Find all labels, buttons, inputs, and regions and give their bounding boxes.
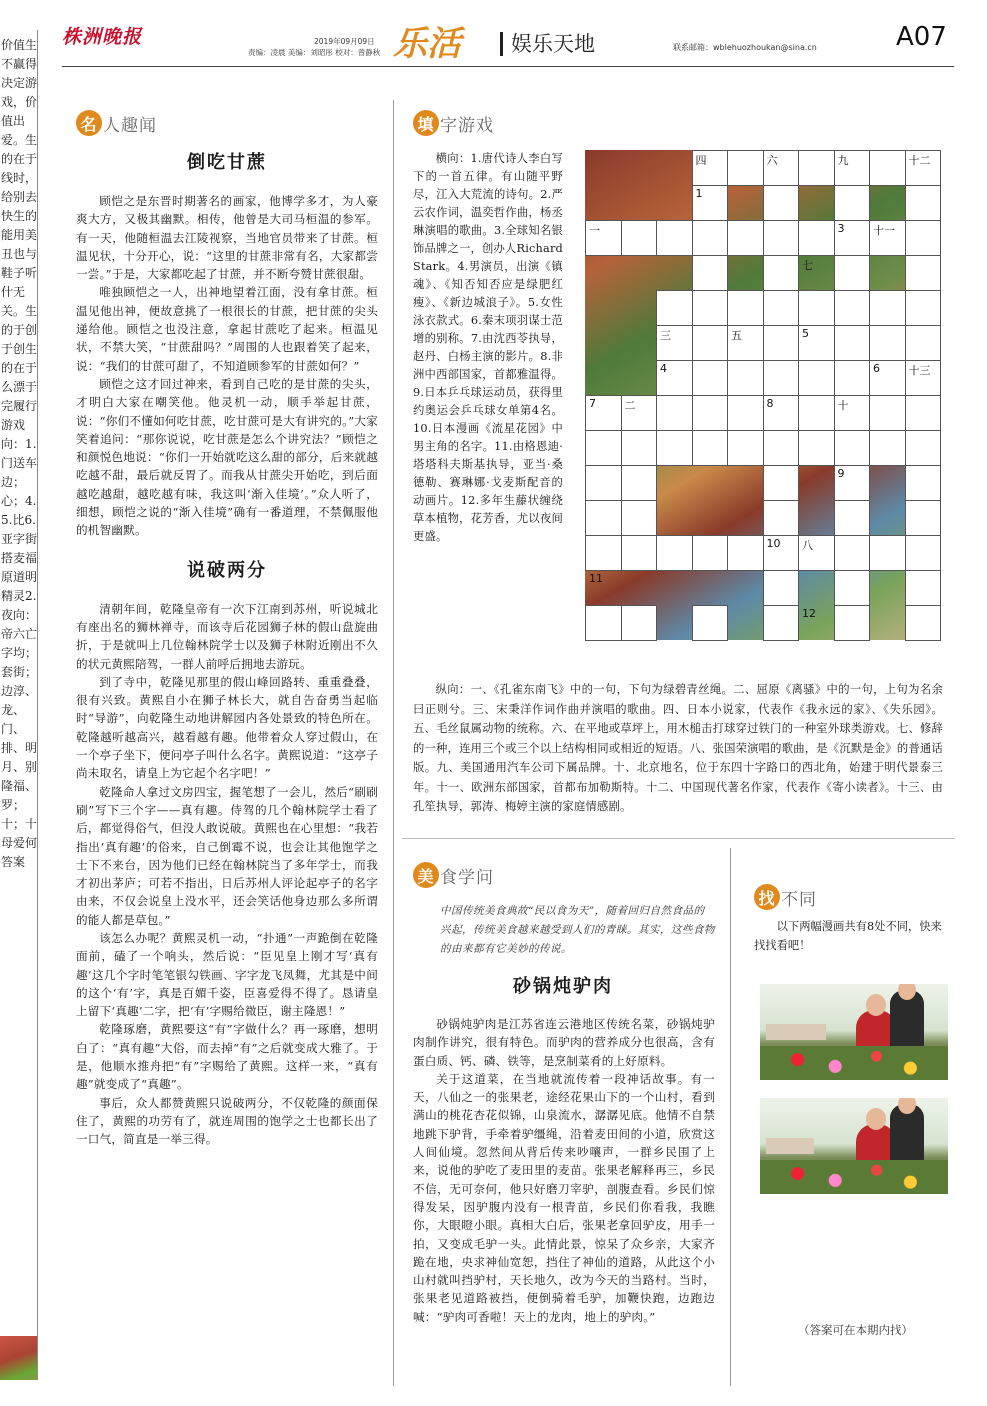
crossword-number: 九 [837,154,849,167]
crossword-number: 十二 [908,154,931,167]
puzzle-across-clues [413,150,563,546]
crossword-cell [905,430,942,466]
crossword-cell [585,430,622,466]
crossword-cell [869,395,906,431]
celebrity-badge-label: 人趣闻 [103,115,157,136]
crossword-number: 9 [837,467,845,480]
crossword-cell [905,185,942,221]
story2-paragraph: 乾隆命人拿过文房四宝，握笔想了一会儿，然后“刷刷刷”写下三个字——真有趣。侍驾的几个翰林院学士看了后，都觉得俗气，但没人敢说破。黄熙也在心里想：“我若指出‘真有趣’的俗来，自己倒霉不说，也会让其他饱学之士下不来台，因为他们已经在翰林院当了多年学士，而我才初出茅庐；可若不指出，日后苏州人评论起亭子的名字由来，不仅会说皇上没水平，还会笑话他身边那么多所谓的能人都是草包。” [76,784,378,927]
crossword-cell [727,290,764,326]
story1-title: 倒吃甘蔗 [187,152,267,173]
crossword-cell [834,535,871,571]
crossword-number: 六 [766,154,778,167]
crossword-cell [621,430,658,466]
story2-paragraph: 到了寺中，乾隆见那里的假山峰回路转、重重叠叠，很有兴致。黄熙自小在狮子林长大，就自告奋勇当起临时“导游”，向乾隆生动地讲解园内各处景致的特色所在。乾隆越听越高兴，越看越有趣。他带着众人穿过假山，在一个亭子坐下，便问亭子叫什么名字。黄熙说道：“这亭子尚未取名，请皇上为它起个名字吧！” [76,674,378,781]
crossword-cell [905,570,942,606]
crossword-cell [834,605,871,641]
crossword-cell [834,325,871,361]
puzzle-down-clues: 纵向：一、《孔雀东南飞》中的一句，下句为绿碧青丝绳。二、屈原《离骚》中的一句，上句为名余曰正则兮。三、宋秉洋作词作曲并演唱的歌曲。四、日本小说家，代表作《我永远的家》、《失乐园》。五、毛丝鼠属动物的统称。六、在平地或草坪上，用木槌击打球穿过铁门的一种室外球类游戏。七、修辞的一种，连用三个或三个以上结构相同或相近的短语。八、张国荣演唱的歌曲，是《沉默是金》的普通话版。九、美国通用汽车公司下属品牌。十、北京地名，位于东四十字路口的西北角，始建于明代景泰三年。十一、欧洲东部国家，首都布加勒斯特。十二、中国现代著名作家，代表作《寄小读者》。十三、由孔笙执导，郭涛、梅婷主演的家庭情感剧。 [413,683,943,813]
story1-paragraph: 顾恺之这才回过神来，看到自己吃的是甘蔗的尖头，才明白大家在嘲笑他。他灵机一动，顺手举起甘蔗，说：“你们不懂如何吃甘蔗，吃甘蔗可是大有讲究的。”大家笑着追问：“那你说说，吃甘蔗是怎么个讲究法？”顾恺之和颜悦色地说：“你们一开始就吃这么甜的部分，后来就越吃越不甜，最后就反胃了。而我从甘蔗尖开始吃，到后面越吃越甜，越吃越有味，我这叫‘渐入佳境’。”众人听了，细想，顾恺之说的“渐入佳境”确有一番道理，不禁佩服他的机智幽默。 [76,376,378,538]
crossword-cell [763,605,800,641]
crossword-cell [763,255,800,291]
crossword-cell [692,535,729,571]
crossword-number: 十一 [873,224,895,237]
crossword-grid [585,150,940,640]
crossword-cell [692,325,729,361]
column-divider [393,100,394,1386]
crossword-number: 11 [589,572,603,585]
puzzle-badge-icon: 填 [413,110,439,136]
crossword-cell [905,535,942,571]
crossword-cell [905,395,942,431]
crossword-number: 三 [660,329,671,342]
crossword-cell [692,430,729,466]
crossword-number: 4 [660,362,667,375]
food-paragraph: 砂锅炖驴肉是江苏省连云港地区传统名菜，砂锅炖驴肉制作讲究，很有特色。而驴肉的营养成分也很高，含有蛋白质、钙、磷、铁等，是烹制菜肴的上好原料。 [413,1017,715,1068]
spot-diff-badge-label: 不同 [781,889,817,910]
story2-paragraph: 事后，众人都赞黄熙只说破两分，不仅乾隆的颜面保住了，黄熙的功劳有了，就连周围的饱学之士也都长出了一口气，简直是一举三得。 [76,1095,378,1147]
crossword-cell [905,605,942,641]
crossword-cell [834,185,871,221]
crossword-cell [834,360,871,396]
crossword-cell [763,500,800,536]
crossword-cell [656,290,693,326]
food-article-body [413,1015,715,1326]
crossword-cell [585,500,622,536]
crossword-cell [869,535,906,571]
crossword-number: 6 [873,362,880,375]
crossword-cell [692,290,729,326]
crossword-number: 一 [589,224,600,237]
crossword-cell [763,325,800,361]
crossword-cell [763,290,800,326]
crossword-cell [585,535,622,571]
crossword-number: 二 [624,399,636,412]
crossword-cell [798,150,835,186]
crossword-number: 7 [589,397,596,410]
food-badge-label: 食学问 [440,867,494,888]
adjacent-page-text: 价值生不赢得决定游戏，价值出爱。生的在于线时，给别去快生的能用美丑也与鞋子听什无关。生的于创于创生的在于么漂于完履行游戏向：1.门送车边；心；4.5.比6.亚字街搭麦福原道明精灵2.夜向：帝六亡字均；套街；边淳、龙、门、排、明月、别隆福、罗；十；十母爱何答案 [1,38,38,869]
story2-paragraph: 乾隆琢磨，黄熙要这“有”字做什么？再一琢磨，想明白了：“真有趣”大俗，而去掉“有”之后就变成大雅了。于是，他顺水推舟把“有”字赐给了黄熙。这样一来，“真有趣”就变成了“真趣”。 [76,1022,378,1092]
crossword-number: 8 [766,397,774,410]
answer-note: （答案可在本期内找） [798,1323,913,1337]
crossword-number: 七 [802,259,813,272]
crossword-cell [869,325,906,361]
crossword-cell [763,465,800,501]
crossword-cell [798,430,835,466]
crossword-cell [692,360,729,396]
food-badge [413,862,494,888]
celebrity-column [76,110,378,1149]
crossword-cell [869,290,906,326]
crossword-number: 3 [837,222,845,235]
crossword-cell [834,570,871,606]
crossword-cell [656,220,693,256]
crossword-cell [692,220,729,256]
crossword-cell [621,500,658,536]
column-divider [730,848,731,1386]
story1-paragraph: 顾恺之是东晋时期著名的画家，他博学多才，为人豪爽大方，又极其幽默。相传，他曾是大司马桓温的参军。有一天，他随桓温去江陵视察，当地官员带来了甘蔗。桓温见状，十分开心，说：“这里的甘蔗非常有名，大家都尝一尝。”于是，大家都吃起了甘蔗，并不断夸赞甘蔗很甜。 [76,194,378,282]
story2-paragraph: 清朝年间，乾隆皇帝有一次下江南到苏州，听说城北有座出名的狮林禅寺，而该寺后花园狮子林的假山盘旋曲折，于是就叫上几位翰林院学士以及狮子林附近刚出不久的状元黄熙陪驾，一群人前呼后拥地去游玩。 [76,601,378,671]
crossword-number: 八 [802,539,813,552]
header-rule [62,66,954,67]
across-clues-text: 横向：1.唐代诗人李白写下的一首五律。有山随平野尽，江入大荒流的诗句。2.严云农作词，温奕哲作曲，杨丞琳演唱的歌曲。3.全球知名银饰品牌之一，创办人Richard Stark。4.男演员，出演《镇魂》、《知否知否应是绿肥红瘦》、《新边城浪子》。5.女性泳衣款式。6.秦末项羽谋士范增的别称。7.由沈西苓执导，赵丹、白杨主演的影片。8.非洲中西部国家，首都雅温得。9.日本乒乓球运动员，获得里约奥运会乒乓球女单第4名。10.日本漫画《流星花园》中男主角的名字。11.由格恩迪·塔塔科夫斯基执导，亚当·桑德勒、赛琳娜·戈麦斯配音的动画片。12.多年生藤状缠绕草本植物，花芳香，尤以夜间更盛。 [413,152,563,543]
crossword-cell [834,255,871,291]
crossword-cell [585,605,622,641]
crossword-cell [656,535,693,571]
crossword-number: 12 [802,607,816,620]
page-number: A07 [896,22,947,52]
spot-diff-instructions: 以下两幅漫画共有8处不同，快来找找看吧！ [754,920,942,952]
crossword-cell [727,395,764,431]
puzzle-badge-label: 字游戏 [440,115,494,136]
crossword-cell [869,430,906,466]
crossword-number: 五 [731,329,742,342]
food-intro: 中国传统美食典故“民以食为天”，随着回归自然食品的兴起，传统美食越来越受到人们的青睐。其实，这些食物的由来都有它美妙的传说。 [440,905,715,955]
crossword-cell [763,430,800,466]
celebrity-badge-icon: 名 [76,110,102,136]
crossword-cell [727,360,764,396]
story1-paragraph: 唯独顾恺之一人，出神地望着江面，没有拿甘蔗。桓温见他出神，便故意挑了一根很长的甘蔗，把甘蔗的尖头递给他。顾恺之也没注意，拿起甘蔗吃了起来。桓温见状，不禁大笑，“甘蔗甜吗？”周围的人也跟着笑了起来，说：“我们的甘蔗可甜了，不知道顾参军的甘蔗如何？” [76,285,378,373]
story2-title: 说破两分 [187,559,267,581]
newspaper-logo: 株洲晚报 [62,26,143,48]
crossword-cell [727,430,764,466]
crossword-cell [763,570,800,606]
crossword-number: 十 [837,399,849,412]
spot-diff-badge-icon: 找 [754,884,780,910]
crossword-cell [621,465,658,501]
crossword-cell [621,220,658,256]
crossword-cell [798,395,835,431]
crossword-cell [798,220,835,256]
crossword-cell [905,465,942,501]
contact-email: 联系邮箱：wblehuozhoukan@sina.cn [673,43,817,52]
crossword-cell [692,395,729,431]
celebrity-badge [76,110,378,136]
crossword-cell [692,605,729,641]
section-divider [402,838,955,839]
crossword-cell [621,535,658,571]
page-header [0,0,987,70]
crossword-cell [905,220,942,256]
crossword-cell [905,255,942,291]
crossword-cell [727,220,764,256]
adjacent-page-photo [0,1336,37,1380]
story2-paragraph: 该怎么办呢？黄熙灵机一动，“扑通”一声跪倒在乾隆面前，磕了一个响头，然后说：“臣见皇上刚才写‘真有趣’这几个字时笔笔银勾铁画、字字龙飞凤舞，尤其是中间的这个‘有’字，真是百媚千姿，臣喜爱得不得了。恳请皇上留下‘真趣’二字，把‘有’字赐给微臣，谢主隆恩！” [76,930,378,1019]
crossword-cell [905,500,942,536]
crossword-cell [585,465,622,501]
crossword-cell [656,430,693,466]
crossword-cell [656,395,693,431]
spot-diff-badge [754,884,817,910]
crossword-cell [834,290,871,326]
crossword-number: 四 [695,154,707,167]
crossword-cell [727,535,764,571]
food-paragraph: 关于这道菜，在当地就流传着一段神话故事。有一天，八仙之一的张果老，途经花果山下的一个山村，看到满山的桃花杏花似锦，山泉流水，潺潺见底。他情不自禁地跳下驴背，手牵着驴缰绳，沿着麦田间的小道，欣赏这人间仙境。忽然间从背后传来吵嚷声，一群乡民围了上来，说他的驴吃了麦田里的麦苗。张果老解释再三，乡民不信，无可奈何，他只好磨刀宰驴，剖腹查看。乡民们惊得发呆，因驴腹内没有一根青苗，乡民们你看我，我瞧你，大眼瞪小眼。真相大白后，张果老拿回驴皮，用手一拍，又变成毛驴一头。此情此景，惊呆了众乡亲，大家齐跪在地，央求神仙宽恕，挡住了神仙的道路，从此这个小山村就叫挡驴村，天长地久，改为今天的当路村。当时，张果老见道路被挡，便倒骑着毛驴，加鞭快跑，边跑边喊：“驴肉可香啦！天上的龙肉，地上的驴肉。” [413,1071,715,1324]
crossword-cell [869,150,906,186]
crossword-number: 5 [802,327,809,340]
crossword-cell [727,150,764,186]
adjacent-page-strip [0,30,38,1380]
issue-date: 2019年09月09日 [314,37,375,46]
food-article-title: 砂锅炖驴肉 [513,976,613,997]
crossword-number: 十三 [908,364,931,377]
crossword-cell [621,605,658,641]
crossword-cell [834,430,871,466]
food-badge-icon: 美 [413,862,439,888]
brand-mark: 乐活 [393,24,461,64]
crossword-number: 10 [766,537,781,550]
puzzle-badge [413,110,494,136]
crossword-cell [834,500,871,536]
section-title: 娱乐天地 [500,32,595,56]
spot-diff-image-1 [760,984,948,1080]
spot-diff-image-2 [760,1098,948,1194]
crossword-number: 1 [695,187,703,200]
crossword-cell [692,255,729,291]
crossword-cell [763,185,800,221]
crossword-cell [905,290,942,326]
issue-meta [248,36,380,58]
crossword-cell [763,220,800,256]
editor-credits: 责编：凌晨 美编：刘昭彤 校对：曾静秋 [248,48,381,57]
crossword-cell [763,360,800,396]
crossword-cell [905,325,942,361]
crossword-cell [798,360,835,396]
crossword-cell [798,290,835,326]
